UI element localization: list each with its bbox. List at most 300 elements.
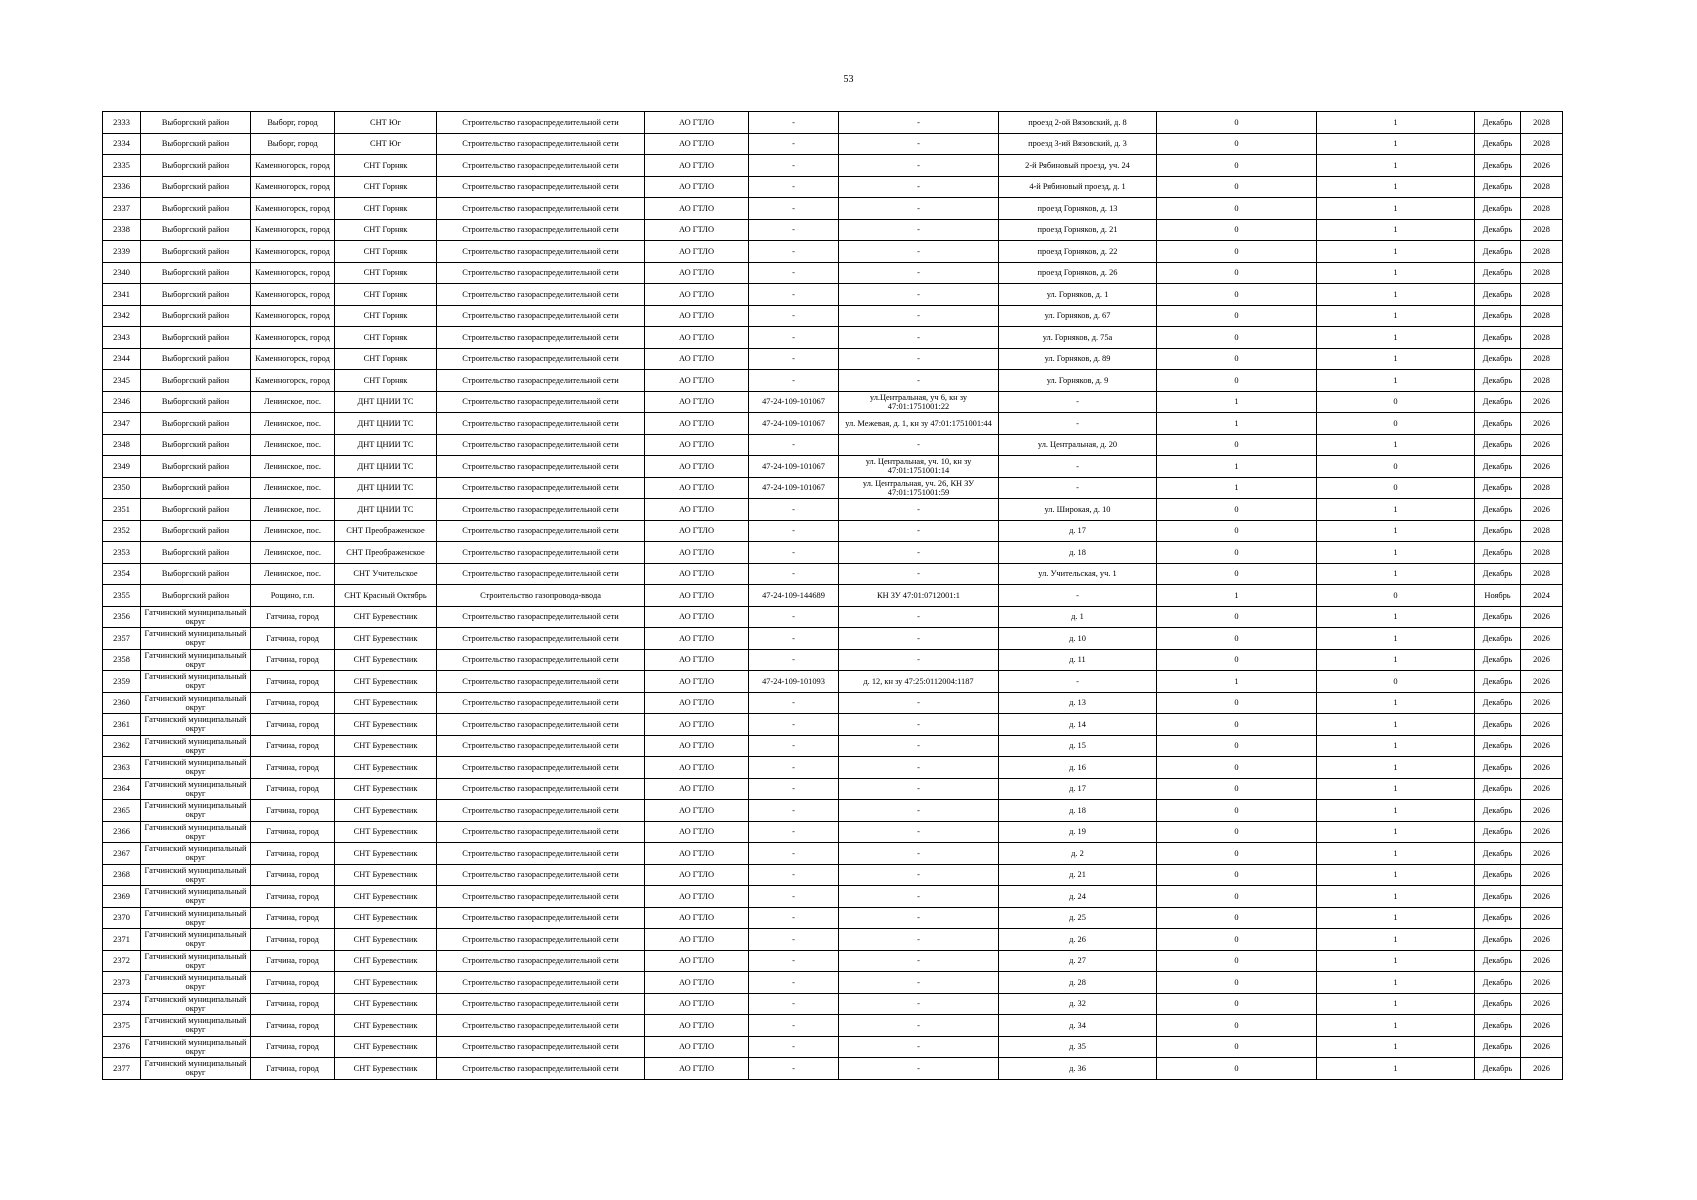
- year-cell: 2024: [1521, 585, 1563, 607]
- value-a-cell: 0: [1157, 133, 1317, 155]
- partnership-cell: СНТ Преображенское: [335, 542, 437, 564]
- month-cell: Декабрь: [1475, 606, 1521, 628]
- work-type-cell: Строительство газораспределительной сети: [437, 821, 645, 843]
- month-cell: Ноябрь: [1475, 585, 1521, 607]
- settlement-cell: Рощино, г.п.: [251, 585, 335, 607]
- organization-cell: АО ГТЛО: [645, 370, 749, 392]
- organization-cell: АО ГТЛО: [645, 649, 749, 671]
- work-type-cell: Строительство газораспределительной сети: [437, 133, 645, 155]
- row-number-cell: 2349: [103, 456, 141, 478]
- value-a-cell: 1: [1157, 413, 1317, 435]
- district-cell: Выборгский район: [141, 112, 251, 134]
- partnership-cell: ДНТ ЦНИИ ТС: [335, 391, 437, 413]
- month-cell: Декабрь: [1475, 155, 1521, 177]
- month-cell: Декабрь: [1475, 929, 1521, 951]
- application-number-cell: -: [749, 133, 839, 155]
- work-type-cell: Строительство газораспределительной сети: [437, 735, 645, 757]
- district-cell: Гатчинский муниципальный округ: [141, 972, 251, 994]
- table-row: [103, 606, 1563, 628]
- table-row: [103, 757, 1563, 779]
- table-row: [103, 133, 1563, 155]
- address-cell: д. 36: [999, 1058, 1157, 1080]
- partnership-cell: СНТ Горняк: [335, 155, 437, 177]
- partnership-cell: СНТ Буревестник: [335, 1036, 437, 1058]
- application-number-cell: 47-24-109-101093: [749, 671, 839, 693]
- month-cell: Декабрь: [1475, 348, 1521, 370]
- value-a-cell: 0: [1157, 993, 1317, 1015]
- partnership-cell: СНТ Буревестник: [335, 821, 437, 843]
- value-a-cell: 0: [1157, 219, 1317, 241]
- partnership-cell: СНТ Буревестник: [335, 649, 437, 671]
- settlement-cell: Гатчина, город: [251, 864, 335, 886]
- partnership-cell: СНТ Буревестник: [335, 778, 437, 800]
- table-row: [103, 1058, 1563, 1080]
- table-row: [103, 735, 1563, 757]
- address-cell: 2-й Рябиновый проезд, уч. 24: [999, 155, 1157, 177]
- district-cell: Гатчинский муниципальный округ: [141, 649, 251, 671]
- value-b-cell: 1: [1317, 800, 1475, 822]
- row-number-cell: 2348: [103, 434, 141, 456]
- application-number-cell: -: [749, 327, 839, 349]
- table-row: [103, 1015, 1563, 1037]
- month-cell: Декабрь: [1475, 843, 1521, 865]
- cadastral-cell: -: [839, 735, 999, 757]
- address-cell: д. 32: [999, 993, 1157, 1015]
- year-cell: 2028: [1521, 477, 1563, 499]
- district-cell: Гатчинский муниципальный округ: [141, 628, 251, 650]
- work-type-cell: Строительство газораспределительной сети: [437, 950, 645, 972]
- value-b-cell: 0: [1317, 671, 1475, 693]
- work-type-cell: Строительство газораспределительной сети: [437, 843, 645, 865]
- year-cell: 2028: [1521, 241, 1563, 263]
- month-cell: Декабрь: [1475, 886, 1521, 908]
- address-cell: д. 21: [999, 864, 1157, 886]
- year-cell: 2026: [1521, 692, 1563, 714]
- month-cell: Декабрь: [1475, 950, 1521, 972]
- value-a-cell: 0: [1157, 606, 1317, 628]
- year-cell: 2026: [1521, 391, 1563, 413]
- organization-cell: АО ГТЛО: [645, 950, 749, 972]
- cadastral-cell: -: [839, 993, 999, 1015]
- district-cell: Выборгский район: [141, 327, 251, 349]
- value-a-cell: 0: [1157, 241, 1317, 263]
- application-number-cell: -: [749, 628, 839, 650]
- partnership-cell: СНТ Горняк: [335, 305, 437, 327]
- work-type-cell: Строительство газораспределительной сети: [437, 864, 645, 886]
- district-cell: Гатчинский муниципальный округ: [141, 800, 251, 822]
- value-b-cell: 1: [1317, 241, 1475, 263]
- work-type-cell: Строительство газораспределительной сети: [437, 907, 645, 929]
- settlement-cell: Каменногорск, город: [251, 155, 335, 177]
- work-type-cell: Строительство газораспределительной сети: [437, 241, 645, 263]
- page-number: 53: [843, 74, 854, 85]
- district-cell: Выборгский район: [141, 585, 251, 607]
- application-number-cell: -: [749, 1015, 839, 1037]
- settlement-cell: Гатчина, город: [251, 886, 335, 908]
- year-cell: 2026: [1521, 671, 1563, 693]
- work-type-cell: Строительство газораспределительной сети: [437, 649, 645, 671]
- value-a-cell: 0: [1157, 929, 1317, 951]
- partnership-cell: СНТ Горняк: [335, 241, 437, 263]
- work-type-cell: Строительство газораспределительной сети: [437, 262, 645, 284]
- address-cell: д. 18: [999, 542, 1157, 564]
- value-a-cell: 0: [1157, 628, 1317, 650]
- settlement-cell: Гатчина, город: [251, 972, 335, 994]
- application-number-cell: -: [749, 198, 839, 220]
- partnership-cell: СНТ Горняк: [335, 176, 437, 198]
- partnership-cell: СНТ Буревестник: [335, 735, 437, 757]
- organization-cell: АО ГТЛО: [645, 456, 749, 478]
- district-cell: Выборгский район: [141, 305, 251, 327]
- work-type-cell: Строительство газораспределительной сети: [437, 692, 645, 714]
- row-number-cell: 2368: [103, 864, 141, 886]
- month-cell: Декабрь: [1475, 262, 1521, 284]
- application-number-cell: -: [749, 563, 839, 585]
- work-type-cell: Строительство газораспределительной сети: [437, 370, 645, 392]
- settlement-cell: Гатчина, город: [251, 800, 335, 822]
- year-cell: 2026: [1521, 714, 1563, 736]
- settlement-cell: Гатчина, город: [251, 907, 335, 929]
- row-number-cell: 2373: [103, 972, 141, 994]
- application-number-cell: -: [749, 950, 839, 972]
- value-a-cell: 1: [1157, 456, 1317, 478]
- settlement-cell: Выборг, город: [251, 112, 335, 134]
- application-number-cell: -: [749, 886, 839, 908]
- district-cell: Выборгский район: [141, 219, 251, 241]
- district-cell: Гатчинский муниципальный округ: [141, 993, 251, 1015]
- application-number-cell: -: [749, 972, 839, 994]
- partnership-cell: СНТ Горняк: [335, 198, 437, 220]
- value-b-cell: 1: [1317, 606, 1475, 628]
- month-cell: Декабрь: [1475, 671, 1521, 693]
- district-cell: Гатчинский муниципальный округ: [141, 671, 251, 693]
- year-cell: 2028: [1521, 262, 1563, 284]
- settlement-cell: Каменногорск, город: [251, 262, 335, 284]
- row-number-cell: 2359: [103, 671, 141, 693]
- settlement-cell: Гатчина, город: [251, 993, 335, 1015]
- month-cell: Декабрь: [1475, 391, 1521, 413]
- work-type-cell: Строительство газораспределительной сети: [437, 1015, 645, 1037]
- table-row: [103, 262, 1563, 284]
- table-row: [103, 348, 1563, 370]
- address-cell: проезд Горняков, д. 26: [999, 262, 1157, 284]
- work-type-cell: Строительство газораспределительной сети: [437, 434, 645, 456]
- year-cell: 2026: [1521, 499, 1563, 521]
- application-number-cell: -: [749, 692, 839, 714]
- value-a-cell: 0: [1157, 434, 1317, 456]
- work-type-cell: Строительство газораспределительной сети: [437, 520, 645, 542]
- cadastral-cell: -: [839, 284, 999, 306]
- value-a-cell: 0: [1157, 1036, 1317, 1058]
- partnership-cell: СНТ Горняк: [335, 284, 437, 306]
- organization-cell: АО ГТЛО: [645, 284, 749, 306]
- address-cell: -: [999, 391, 1157, 413]
- address-cell: ул. Широкая, д. 10: [999, 499, 1157, 521]
- table-row: [103, 219, 1563, 241]
- cadastral-cell: ул.Центральная, уч 6, кн зу 47:01:1751001:22: [839, 391, 999, 413]
- application-number-cell: -: [749, 262, 839, 284]
- value-a-cell: 0: [1157, 542, 1317, 564]
- year-cell: 2026: [1521, 821, 1563, 843]
- row-number-cell: 2374: [103, 993, 141, 1015]
- value-a-cell: 0: [1157, 370, 1317, 392]
- address-cell: д. 17: [999, 520, 1157, 542]
- work-type-cell: Строительство газораспределительной сети: [437, 929, 645, 951]
- month-cell: Декабрь: [1475, 757, 1521, 779]
- cadastral-cell: -: [839, 778, 999, 800]
- district-cell: Выборгский район: [141, 176, 251, 198]
- year-cell: 2026: [1521, 886, 1563, 908]
- application-number-cell: -: [749, 520, 839, 542]
- month-cell: Декабрь: [1475, 370, 1521, 392]
- cadastral-cell: -: [839, 542, 999, 564]
- organization-cell: АО ГТЛО: [645, 327, 749, 349]
- year-cell: 2026: [1521, 735, 1563, 757]
- month-cell: Декабрь: [1475, 176, 1521, 198]
- address-cell: -: [999, 413, 1157, 435]
- month-cell: Декабрь: [1475, 821, 1521, 843]
- row-number-cell: 2366: [103, 821, 141, 843]
- cadastral-cell: -: [839, 929, 999, 951]
- year-cell: 2026: [1521, 1036, 1563, 1058]
- value-a-cell: 0: [1157, 112, 1317, 134]
- work-type-cell: Строительство газораспределительной сети: [437, 993, 645, 1015]
- organization-cell: АО ГТЛО: [645, 155, 749, 177]
- address-cell: д. 34: [999, 1015, 1157, 1037]
- organization-cell: АО ГТЛО: [645, 864, 749, 886]
- value-a-cell: 0: [1157, 907, 1317, 929]
- value-b-cell: 1: [1317, 714, 1475, 736]
- address-cell: д. 17: [999, 778, 1157, 800]
- row-number-cell: 2336: [103, 176, 141, 198]
- application-number-cell: -: [749, 843, 839, 865]
- month-cell: Декабрь: [1475, 413, 1521, 435]
- month-cell: Декабрь: [1475, 628, 1521, 650]
- month-cell: Декабрь: [1475, 735, 1521, 757]
- cadastral-cell: -: [839, 241, 999, 263]
- table-row: [103, 477, 1563, 499]
- work-type-cell: Строительство газораспределительной сети: [437, 456, 645, 478]
- value-b-cell: 1: [1317, 1015, 1475, 1037]
- value-b-cell: 1: [1317, 305, 1475, 327]
- month-cell: Декабрь: [1475, 972, 1521, 994]
- address-cell: ул. Горняков, д. 89: [999, 348, 1157, 370]
- application-number-cell: -: [749, 864, 839, 886]
- cadastral-cell: -: [839, 800, 999, 822]
- value-b-cell: 1: [1317, 864, 1475, 886]
- application-number-cell: 47-24-109-101067: [749, 391, 839, 413]
- settlement-cell: Гатчина, город: [251, 671, 335, 693]
- table-row: [103, 1036, 1563, 1058]
- address-cell: д. 19: [999, 821, 1157, 843]
- value-b-cell: 0: [1317, 585, 1475, 607]
- work-type-cell: Строительство газораспределительной сети: [437, 886, 645, 908]
- value-a-cell: 0: [1157, 800, 1317, 822]
- value-b-cell: 1: [1317, 907, 1475, 929]
- value-a-cell: 0: [1157, 176, 1317, 198]
- cadastral-cell: -: [839, 520, 999, 542]
- table-row: [103, 112, 1563, 134]
- work-type-cell: Строительство газораспределительной сети: [437, 628, 645, 650]
- row-number-cell: 2377: [103, 1058, 141, 1080]
- table-row: [103, 671, 1563, 693]
- organization-cell: АО ГТЛО: [645, 585, 749, 607]
- value-a-cell: 0: [1157, 1058, 1317, 1080]
- month-cell: Декабрь: [1475, 456, 1521, 478]
- month-cell: Декабрь: [1475, 1036, 1521, 1058]
- address-cell: проезд 3-ий Вязовский, д. 3: [999, 133, 1157, 155]
- application-number-cell: -: [749, 542, 839, 564]
- value-b-cell: 1: [1317, 198, 1475, 220]
- application-number-cell: -: [749, 1036, 839, 1058]
- table-row: [103, 714, 1563, 736]
- partnership-cell: СНТ Буревестник: [335, 606, 437, 628]
- district-cell: Выборгский район: [141, 348, 251, 370]
- year-cell: 2028: [1521, 284, 1563, 306]
- organization-cell: АО ГТЛО: [645, 1036, 749, 1058]
- settlement-cell: Ленинское, пос.: [251, 391, 335, 413]
- cadastral-cell: -: [839, 692, 999, 714]
- row-number-cell: 2354: [103, 563, 141, 585]
- organization-cell: АО ГТЛО: [645, 886, 749, 908]
- partnership-cell: ДНТ ЦНИИ ТС: [335, 477, 437, 499]
- organization-cell: АО ГТЛО: [645, 563, 749, 585]
- organization-cell: АО ГТЛО: [645, 800, 749, 822]
- address-cell: д. 16: [999, 757, 1157, 779]
- row-number-cell: 2369: [103, 886, 141, 908]
- partnership-cell: СНТ Юг: [335, 133, 437, 155]
- table-row: [103, 821, 1563, 843]
- work-type-cell: Строительство газораспределительной сети: [437, 757, 645, 779]
- cadastral-cell: -: [839, 886, 999, 908]
- work-type-cell: Строительство газораспределительной сети: [437, 155, 645, 177]
- application-number-cell: -: [749, 778, 839, 800]
- district-cell: Выборгский район: [141, 520, 251, 542]
- cadastral-cell: -: [839, 1058, 999, 1080]
- district-cell: Выборгский район: [141, 563, 251, 585]
- address-cell: проезд Горняков, д. 22: [999, 241, 1157, 263]
- partnership-cell: СНТ Буревестник: [335, 950, 437, 972]
- row-number-cell: 2364: [103, 778, 141, 800]
- row-number-cell: 2347: [103, 413, 141, 435]
- table-row: [103, 456, 1563, 478]
- value-a-cell: 1: [1157, 391, 1317, 413]
- address-cell: -: [999, 477, 1157, 499]
- work-type-cell: Строительство газораспределительной сети: [437, 499, 645, 521]
- row-number-cell: 2338: [103, 219, 141, 241]
- value-b-cell: 1: [1317, 886, 1475, 908]
- table-row: [103, 950, 1563, 972]
- district-cell: Гатчинский муниципальный округ: [141, 692, 251, 714]
- value-a-cell: 0: [1157, 864, 1317, 886]
- year-cell: 2026: [1521, 778, 1563, 800]
- organization-cell: АО ГТЛО: [645, 198, 749, 220]
- year-cell: 2028: [1521, 563, 1563, 585]
- cadastral-cell: -: [839, 305, 999, 327]
- table-row: [103, 155, 1563, 177]
- district-cell: Гатчинский муниципальный округ: [141, 864, 251, 886]
- year-cell: 2026: [1521, 155, 1563, 177]
- value-b-cell: 1: [1317, 112, 1475, 134]
- year-cell: 2026: [1521, 1058, 1563, 1080]
- year-cell: 2028: [1521, 542, 1563, 564]
- value-a-cell: 0: [1157, 348, 1317, 370]
- table-row: [103, 198, 1563, 220]
- table-row: [103, 563, 1563, 585]
- row-number-cell: 2363: [103, 757, 141, 779]
- district-cell: Выборгский район: [141, 542, 251, 564]
- settlement-cell: Каменногорск, город: [251, 327, 335, 349]
- cadastral-cell: -: [839, 327, 999, 349]
- month-cell: Декабрь: [1475, 327, 1521, 349]
- application-number-cell: -: [749, 499, 839, 521]
- application-number-cell: -: [749, 219, 839, 241]
- partnership-cell: СНТ Буревестник: [335, 886, 437, 908]
- work-type-cell: Строительство газораспределительной сети: [437, 477, 645, 499]
- application-number-cell: -: [749, 606, 839, 628]
- row-number-cell: 2358: [103, 649, 141, 671]
- data-table: [102, 111, 1563, 1080]
- table-row: [103, 907, 1563, 929]
- application-number-cell: -: [749, 284, 839, 306]
- district-cell: Выборгский район: [141, 391, 251, 413]
- table-row: [103, 972, 1563, 994]
- value-a-cell: 0: [1157, 327, 1317, 349]
- cadastral-cell: -: [839, 563, 999, 585]
- row-number-cell: 2352: [103, 520, 141, 542]
- value-b-cell: 1: [1317, 757, 1475, 779]
- address-cell: д. 27: [999, 950, 1157, 972]
- year-cell: 2026: [1521, 456, 1563, 478]
- month-cell: Декабрь: [1475, 993, 1521, 1015]
- table-row: [103, 413, 1563, 435]
- month-cell: Декабрь: [1475, 284, 1521, 306]
- cadastral-cell: ул. Центральная, уч. 10, кн зу 47:01:1751001:14: [839, 456, 999, 478]
- row-number-cell: 2342: [103, 305, 141, 327]
- cadastral-cell: -: [839, 219, 999, 241]
- table-row: [103, 778, 1563, 800]
- year-cell: 2026: [1521, 757, 1563, 779]
- application-number-cell: 47-24-109-101067: [749, 456, 839, 478]
- work-type-cell: Строительство газораспределительной сети: [437, 176, 645, 198]
- work-type-cell: Строительство газораспределительной сети: [437, 198, 645, 220]
- row-number-cell: 2339: [103, 241, 141, 263]
- organization-cell: АО ГТЛО: [645, 413, 749, 435]
- work-type-cell: Строительство газораспределительной сети: [437, 563, 645, 585]
- work-type-cell: Строительство газораспределительной сети: [437, 542, 645, 564]
- work-type-cell: Строительство газораспределительной сети: [437, 413, 645, 435]
- organization-cell: АО ГТЛО: [645, 262, 749, 284]
- value-b-cell: 1: [1317, 1058, 1475, 1080]
- value-b-cell: 1: [1317, 628, 1475, 650]
- application-number-cell: -: [749, 821, 839, 843]
- district-cell: Выборгский район: [141, 133, 251, 155]
- cadastral-cell: -: [839, 843, 999, 865]
- value-a-cell: 0: [1157, 972, 1317, 994]
- cadastral-cell: ул. Центральная, уч. 26, КН ЗУ 47:01:1751001:59: [839, 477, 999, 499]
- year-cell: 2028: [1521, 327, 1563, 349]
- work-type-cell: Строительство газораспределительной сети: [437, 1058, 645, 1080]
- value-a-cell: 0: [1157, 1015, 1317, 1037]
- value-b-cell: 1: [1317, 735, 1475, 757]
- row-number-cell: 2357: [103, 628, 141, 650]
- application-number-cell: -: [749, 176, 839, 198]
- work-type-cell: Строительство газопровода-ввода: [437, 585, 645, 607]
- district-cell: Гатчинский муниципальный округ: [141, 1015, 251, 1037]
- cadastral-cell: -: [839, 262, 999, 284]
- cadastral-cell: -: [839, 348, 999, 370]
- district-cell: Выборгский район: [141, 370, 251, 392]
